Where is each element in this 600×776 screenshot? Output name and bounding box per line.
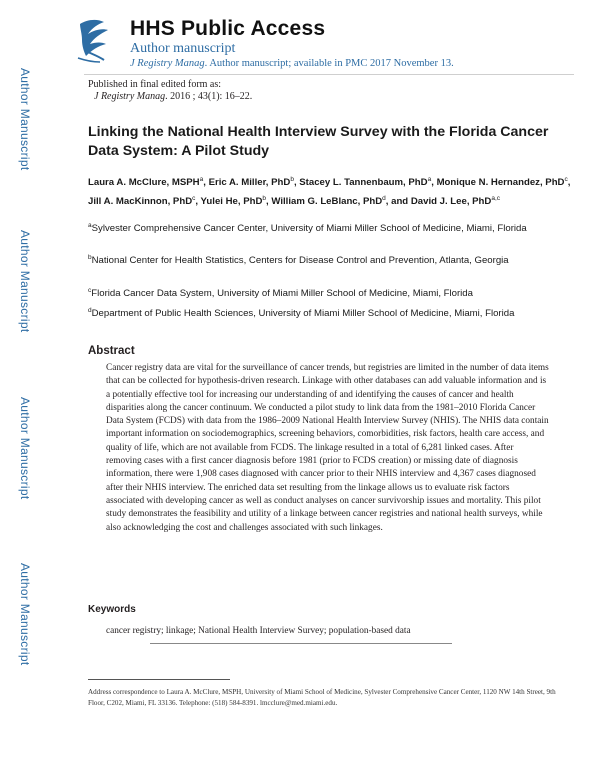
author-separator: , and: [385, 195, 411, 207]
citation-rest: . Author manuscript; available in PMC 2017 November 13.: [204, 58, 454, 69]
published-details: . 2016 ; 43(1): 16–22.: [165, 91, 253, 102]
side-label: Author Manuscript: [18, 397, 32, 500]
published-label: Published in final edited form as:: [88, 79, 222, 90]
author-name: Laura A. McClure, MSPH: [88, 177, 200, 188]
author-name: Jill A. MacKinnon, PhD: [88, 195, 193, 207]
affiliation: [88, 284, 574, 302]
affiliation-marker: c: [88, 287, 92, 294]
affiliation-text: Sylvester Comprehensive Cancer Center, University of Miami Miller School of Medicine, Miami, Florida: [91, 223, 527, 234]
author-separator: ,: [195, 195, 201, 207]
author-affiliation-marker: c: [192, 194, 196, 202]
keywords-divider: [150, 643, 452, 644]
author-affiliation-marker: d: [382, 194, 386, 202]
author-name: David J. Lee, PhD: [410, 195, 492, 207]
article-title: Linking the National Health Interview Survey with the Florida Cancer Data System: A Pilot Study: [88, 124, 549, 159]
affiliation-marker: d: [88, 307, 92, 314]
abstract-heading: Abstract: [88, 345, 135, 357]
side-label: Author Manuscript: [18, 230, 32, 333]
correspondence-footnote: Address correspondence to Laura A. McClure, MSPH, University of Miami School of Medicine, Sylvester Comprehensive Cancer Center, 1120 NW 14th Street, 9th Floor, C202, Miami, FL 33136. Telephone: (518) 584-8391. lmcclure@med.miami.edu.: [88, 688, 556, 707]
side-label: Author Manuscript: [18, 563, 32, 666]
author-name: Eric A. Miller, PhD: [208, 177, 291, 188]
author-affiliation-marker: b: [290, 176, 294, 183]
abstract-body: Cancer registry data are vital for the surveillance of cancer trends, but registries are limited in the number of data items that can be collected for hypothesis-driven research. Linkage with other databases can add valuable information and is a potentially effective tool for increasing our understanding of and identifying the causes of cancer and health disparities along the cancer continuum. We conducted a pilot study to link data from the 1981–2010 Florida Cancer Data System (FCDS) with data from the 1986–2009 National Health Interview Survey (NHIS). The NHIS data contain important information on sociodemographics, screening behaviors, comorbidities, risk factors, health care access, and quality of life, which are not available from FCDS. The linkage resulted in a total of 6,281 linked cases. After removing cases with a first cancer diagnosis before 1981 (prior to FCDS creation) or missing date of diagnosis information, there were 1,908 cases diagnosed with cancer prior to their NHIS interview and 4,367 cases diagnosed after their NHIS interview. The enriched data set resulting from the linkage allows us to evaluate risk factors associated with developing cancer as well as conduct analyses on cancer survivorship issues and mortality. This pilot study demonstrates the feasibility and utility of a linkage between cancer registries and national health surveys, while also acknowledging the cost and challenges associated with such linkages.: [106, 363, 549, 533]
author-separator: ,: [266, 195, 272, 207]
author-name: William G. LeBlanc, PhD: [271, 195, 383, 207]
author-separator: ,: [431, 177, 437, 188]
author-affiliation-marker: a: [427, 176, 432, 183]
author-name: Yulei He, PhD: [200, 195, 263, 207]
author-list: [88, 172, 574, 209]
author-separator: ,: [203, 177, 209, 188]
author-name: Monique N. Hernandez, PhD: [436, 177, 565, 188]
journal-name: J Registry Manag: [130, 58, 205, 69]
author-separator: ,: [567, 177, 571, 188]
author-separator: ,: [293, 177, 300, 188]
affiliation-text: National Center for Health Statistics, Centers for Disease Control and Prevention, Atlanta, Georgia: [91, 255, 509, 266]
author-name: Stacey L. Tannenbaum, PhD: [299, 177, 428, 188]
brand-title: HHS Public Access: [130, 17, 326, 40]
affiliation-text: Florida Cancer Data System, University of Miami Miller School of Medicine, Miami, Florida: [91, 288, 473, 299]
affiliation: [88, 219, 574, 237]
affiliation-text: Department of Public Health Sciences, University of Miami Miller School of Medicine, Miami, Florida: [91, 308, 515, 319]
published-citation: [94, 91, 252, 102]
affiliation: [88, 304, 574, 322]
manuscript-subtitle: Author manuscript: [130, 41, 236, 56]
side-label: Author Manuscript: [18, 68, 32, 171]
author-affiliation-marker: c: [564, 176, 568, 183]
footnote-divider: [88, 679, 230, 680]
author-affiliation-marker: a,c: [491, 194, 501, 202]
hhs-eagle-icon: [74, 16, 114, 64]
affiliation-marker: b: [88, 254, 92, 261]
keywords-heading: Keywords: [88, 604, 136, 615]
affiliation-marker: a: [88, 222, 92, 229]
affiliation: [88, 251, 574, 269]
header-divider: [84, 74, 574, 75]
keywords-text: cancer registry; linkage; National Health Interview Survey; population-based data: [106, 626, 411, 636]
published-journal: J Registry Manag: [94, 91, 166, 102]
author-affiliation-marker: b: [262, 194, 267, 202]
author-affiliation-marker: a: [199, 176, 204, 183]
availability-citation: [130, 58, 454, 69]
